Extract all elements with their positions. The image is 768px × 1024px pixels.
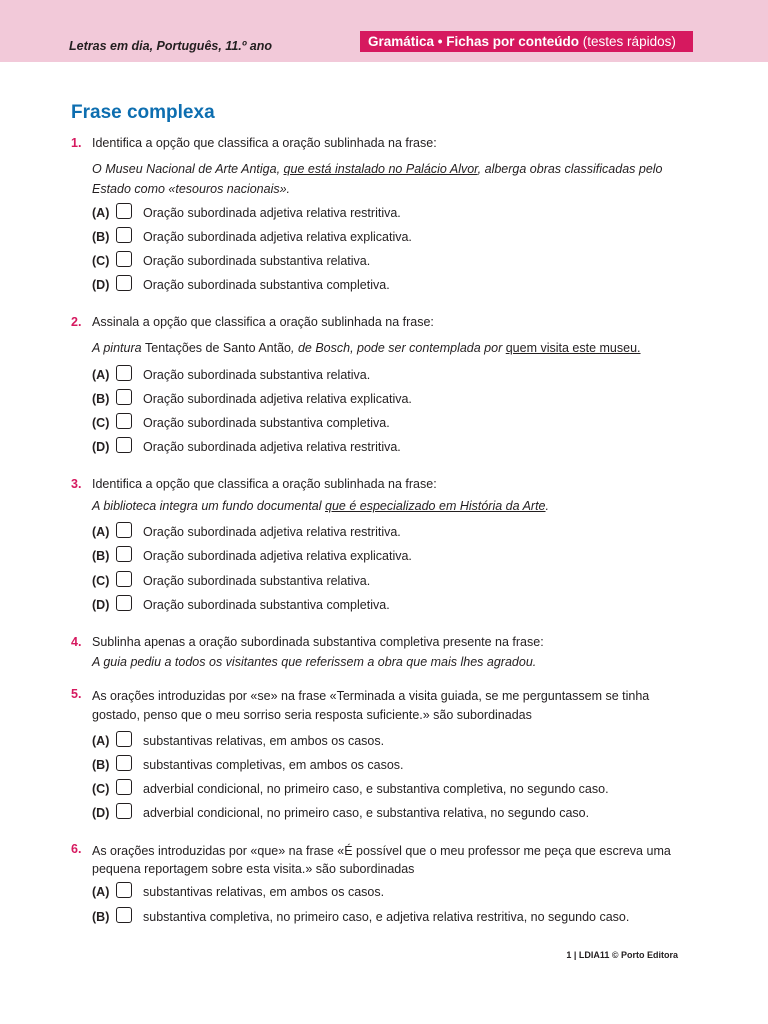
option-checkbox[interactable] bbox=[116, 546, 132, 562]
question-text: As orações introduzidas por «que» na frase «É possível que o meu professor me peça que escreva uma pequena reportagem sobre esta visita.» são subordinadas bbox=[92, 844, 671, 876]
option-a bbox=[92, 365, 692, 385]
option-letter: (B) bbox=[92, 549, 110, 563]
option-letter: (D) bbox=[92, 278, 110, 292]
option-checkbox[interactable] bbox=[116, 779, 132, 795]
page-title: Frase complexa bbox=[71, 102, 215, 123]
option-letter: (D) bbox=[92, 806, 110, 820]
option-d bbox=[92, 595, 692, 615]
option-letter: (B) bbox=[92, 392, 110, 406]
option-text: Oração subordinada adjetiva relativa restritiva. bbox=[143, 206, 401, 220]
option-checkbox[interactable] bbox=[116, 882, 132, 898]
underlined-clause: que é especializado em História da Arte bbox=[325, 499, 546, 513]
option-text: adverbial condicional, no primeiro caso, e substantiva relativa, no segundo caso. bbox=[143, 806, 590, 820]
sentence-part: , alberga obras classificadas pelo Estado como «tesouros nacionais». bbox=[92, 162, 663, 196]
question-text: As orações introduzidas por «se» na frase «Terminada a visita guiada, se me perguntassem se tinha gostado, penso que o meu sorriso seria resposta suficiente.» são subordinadas bbox=[92, 689, 650, 722]
option-letter: (B) bbox=[92, 910, 110, 924]
sentence-part: O Museu Nacional de Arte Antiga, bbox=[92, 162, 284, 176]
section-badge bbox=[360, 31, 693, 52]
question-text: Identifica a opção que classifica a oração sublinhada na frase: bbox=[92, 136, 437, 150]
question-text: Assinala a opção que classifica a oração sublinhada na frase: bbox=[92, 315, 434, 329]
option-letter: (C) bbox=[92, 254, 110, 268]
option-checkbox[interactable] bbox=[116, 522, 132, 538]
option-text: Oração subordinada adjetiva relativa restritiva. bbox=[143, 440, 401, 454]
option-b bbox=[92, 755, 692, 775]
option-checkbox[interactable] bbox=[116, 227, 132, 243]
option-text: substantivas completivas, em ambos os casos. bbox=[143, 758, 404, 772]
option-text: substantivas relativas, em ambos os casos. bbox=[143, 734, 385, 748]
option-a bbox=[92, 882, 692, 902]
option-text: Oração subordinada adjetiva relativa explicativa. bbox=[143, 549, 412, 563]
option-checkbox[interactable] bbox=[116, 251, 132, 267]
option-text: adverbial condicional, no primeiro caso, e substantiva completiva, no segundo caso. bbox=[143, 782, 609, 796]
question-text: Sublinha apenas a oração subordinada substantiva completiva presente na frase: bbox=[92, 635, 544, 649]
option-letter: (C) bbox=[92, 574, 110, 588]
badge-rest: (testes rápidos) bbox=[582, 34, 676, 49]
sentence-part: A biblioteca integra um fundo documental bbox=[92, 499, 326, 513]
option-text: Oração subordinada adjetiva relativa explicativa. bbox=[143, 230, 412, 244]
book-title: Letras em dia, Português, 11.º ano bbox=[69, 39, 273, 53]
option-text: Oração subordinada substantiva relativa. bbox=[143, 254, 371, 268]
option-letter: (C) bbox=[92, 782, 110, 796]
example-sentence bbox=[92, 160, 692, 199]
sentence-part: . bbox=[545, 499, 549, 513]
page-footer: 1 | LDIA11 © Porto Editora bbox=[566, 950, 678, 960]
example-sentence: A guia pediu a todos os visitantes que referissem a obra que mais lhes agradou. bbox=[92, 655, 537, 669]
option-d bbox=[92, 437, 692, 457]
option-text: Oração subordinada substantiva relativa. bbox=[143, 574, 371, 588]
option-c bbox=[92, 251, 692, 271]
option-letter: (D) bbox=[92, 598, 110, 612]
option-checkbox[interactable] bbox=[116, 437, 132, 453]
option-checkbox[interactable] bbox=[116, 571, 132, 587]
badge-bold: Gramática • Fichas por conteúdo bbox=[368, 34, 580, 49]
option-c bbox=[92, 571, 692, 591]
example-sentence bbox=[92, 339, 692, 359]
option-a bbox=[92, 731, 692, 751]
option-d bbox=[92, 803, 692, 823]
option-b bbox=[92, 227, 692, 247]
option-text: substantivas relativas, em ambos os casos. bbox=[143, 885, 385, 899]
option-text: Oração subordinada adjetiva relativa restritiva. bbox=[143, 525, 401, 539]
sentence-part: , de Bosch, pode ser contemplada por bbox=[291, 341, 506, 355]
option-text: Oração subordinada adjetiva relativa explicativa. bbox=[143, 392, 412, 406]
option-letter: (A) bbox=[92, 525, 110, 539]
option-d bbox=[92, 275, 692, 295]
option-checkbox[interactable] bbox=[116, 907, 132, 923]
option-text: substantiva completiva, no primeiro caso, e adjetiva relativa restritiva, no segundo caso. bbox=[143, 910, 630, 924]
option-text: Oração subordinada substantiva relativa. bbox=[143, 368, 371, 382]
option-checkbox[interactable] bbox=[116, 803, 132, 819]
option-text: Oração subordinada substantiva completiva. bbox=[143, 598, 390, 612]
option-letter: (A) bbox=[92, 206, 110, 220]
question-number: 3. bbox=[71, 477, 82, 491]
option-b bbox=[92, 389, 692, 409]
option-checkbox[interactable] bbox=[116, 595, 132, 611]
example-sentence bbox=[92, 497, 692, 517]
option-checkbox[interactable] bbox=[116, 413, 132, 429]
sentence-part: A pintura bbox=[92, 341, 146, 355]
option-a bbox=[92, 522, 692, 542]
question-number: 2. bbox=[71, 315, 82, 329]
option-letter: (C) bbox=[92, 416, 110, 430]
option-letter: (A) bbox=[92, 368, 110, 382]
option-b bbox=[92, 546, 692, 566]
option-c bbox=[92, 779, 692, 799]
question-number: 4. bbox=[71, 635, 82, 649]
option-a bbox=[92, 203, 692, 223]
option-b bbox=[92, 907, 692, 927]
underlined-clause: quem visita este museu. bbox=[505, 341, 641, 355]
option-text: Oração subordinada substantiva completiva. bbox=[143, 416, 390, 430]
question-number: 1. bbox=[71, 136, 82, 150]
option-letter: (A) bbox=[92, 885, 110, 899]
option-checkbox[interactable] bbox=[116, 275, 132, 291]
option-text: Oração subordinada substantiva completiva. bbox=[143, 278, 390, 292]
option-checkbox[interactable] bbox=[116, 203, 132, 219]
question-number: 6. bbox=[71, 842, 82, 856]
underlined-clause: que está instalado no Palácio Alvor bbox=[283, 162, 478, 176]
option-letter: (A) bbox=[92, 734, 110, 748]
option-checkbox[interactable] bbox=[116, 731, 132, 747]
option-letter: (B) bbox=[92, 230, 110, 244]
question-text: Identifica a opção que classifica a oração sublinhada na frase: bbox=[92, 477, 437, 491]
option-checkbox[interactable] bbox=[116, 365, 132, 381]
option-letter: (D) bbox=[92, 440, 110, 454]
option-letter: (B) bbox=[92, 758, 110, 772]
artwork-title: Tentações de Santo Antão bbox=[145, 341, 291, 355]
option-c bbox=[92, 413, 692, 433]
option-checkbox[interactable] bbox=[116, 389, 132, 405]
option-checkbox[interactable] bbox=[116, 755, 132, 771]
question-number: 5. bbox=[71, 687, 82, 701]
